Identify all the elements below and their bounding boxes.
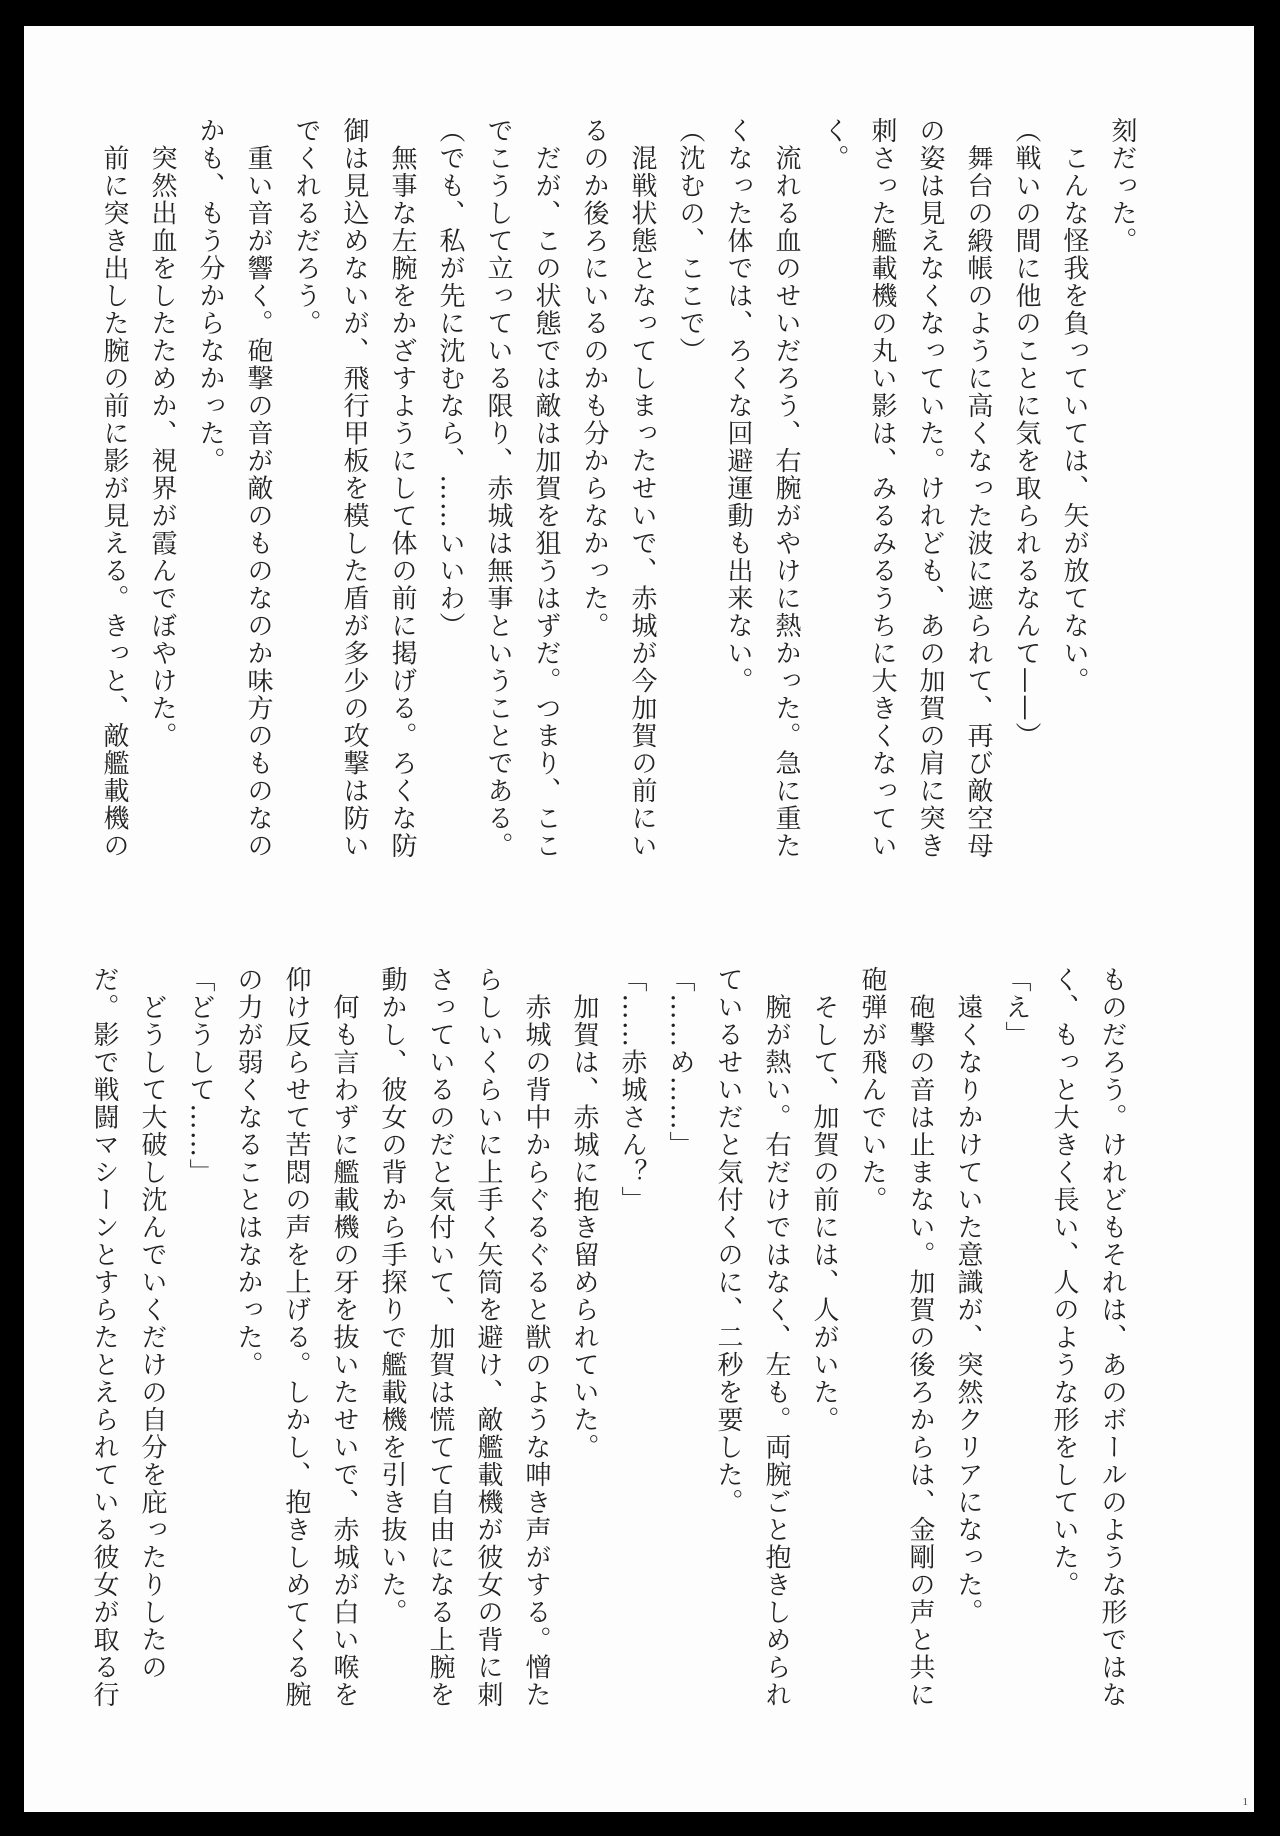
text-column: （でも、私が先に沈むなら、……いいわ） [435,117,465,640]
text-column: 無事な左腕をかざすようにして体の前に掲げる。ろくな防 [387,117,417,860]
text-column: く。 [819,117,849,172]
text-column: そして、加賀の前には、人がいた。 [809,966,839,1434]
text-column: 御は見込めないが、飛行甲板を模した盾が多少の攻撃は防い [339,117,369,860]
text-column: 突然出血をしたためか、視界が霞んでぼやけた。 [147,117,177,750]
text-column: 舞台の緞帳のように高くなった波に遮られて、再び敵空母 [963,117,993,860]
text-column: でくれるだろう。 [291,117,321,337]
text-column: の姿は見えなくなっていた。けれども、あの加賀の肩に突き [915,117,945,860]
text-column: （戦いの間に他のことに気を取られるなんて——） [1011,117,1041,750]
text-column: 遠くなりかけていた意識が、突然クリアになった。 [953,966,983,1626]
page-number: 1 [1242,1796,1248,1808]
text-column: くなった体では、ろくな回避運動も出来ない。 [723,117,753,695]
text-column: だが、この状態では敵は加賀を狙うはずだ。つまり、ここ [531,117,561,860]
text-column: 流れる血のせいだろう、右腕がやけに熱かった。急に重た [771,117,801,860]
text-column: どうして大破し沈んでいくだけの自分を庇ったりしたの [137,966,167,1681]
text-block-upper [90,117,1146,887]
text-column: く、もっと大きく長い、人のような形をしていた。 [1049,966,1079,1599]
text-column: 混戦状態となってしまったせいで、赤城が今加賀の前にい [627,117,657,860]
text-column: 砲撃の音は止まない。加賀の後ろからは、金剛の声と共に [905,966,935,1709]
text-column: 「え」 [1001,966,1031,1049]
scanned-page [24,26,1254,1812]
text-column: ているせいだと気付くのに、二秒を要した。 [713,966,743,1516]
text-column: 刺さった艦載機の丸い影は、みるみるうちに大きくなってい [867,117,897,860]
text-column: さっているのだと気付いて、加賀は慌てて自由になる上腕を [425,966,455,1709]
text-column: 何も言わずに艦載機の牙を抜いたせいで、赤城が白い喉を [329,966,359,1709]
text-column: こんな怪我を負っていては、矢が放てない。 [1059,117,1089,695]
text-column: 重い音が響く。砲撃の音が敵のものなのか味方のものなの [243,117,273,860]
text-column: かも、もう分からなかった。 [195,117,225,475]
text-column: 砲弾が飛んでいた。 [857,966,887,1214]
text-column: だ。影で戦闘マシーンとすらたとえられている彼女が取る行 [89,966,119,1709]
text-column: 仰け反らせて苦悶の声を上げる。しかし、抱きしめてくる腕 [281,966,311,1709]
text-column: 「……赤城さん？」 [617,966,647,1214]
text-column: 前に突き出した腕の前に影が見える。きっと、敵艦載機の [99,117,129,860]
text-column: 「どうして……」 [185,966,215,1186]
text-column: 「……め……」 [665,966,695,1159]
text-column: の力が弱くなることはなかった。 [233,966,263,1379]
text-block-lower [80,966,1136,1736]
text-column: 赤城の背中からぐるぐると獣のような呻き声がする。憎た [521,966,551,1709]
text-column: ものだろう。けれどもそれは、あのボールのような形ではな [1097,966,1127,1709]
text-column: 加賀は、赤城に抱き留められていた。 [569,966,599,1461]
text-column: でこうして立っている限り、赤城は無事ということである。 [483,117,513,860]
text-column: らしいくらいに上手く矢筒を避け、敵艦載機が彼女の背に刺 [473,966,503,1709]
text-column: 動かし、彼女の背から手探りで艦載機を引き抜いた。 [377,966,407,1626]
text-column: 腕が熱い。右だけではなく、左も。両腕ごと抱きしめられ [761,966,791,1709]
text-column: るのか後ろにいるのかも分からなかった。 [579,117,609,640]
text-column: 刻だった。 [1107,117,1137,255]
text-column: （沈むの、ここで） [675,117,705,365]
